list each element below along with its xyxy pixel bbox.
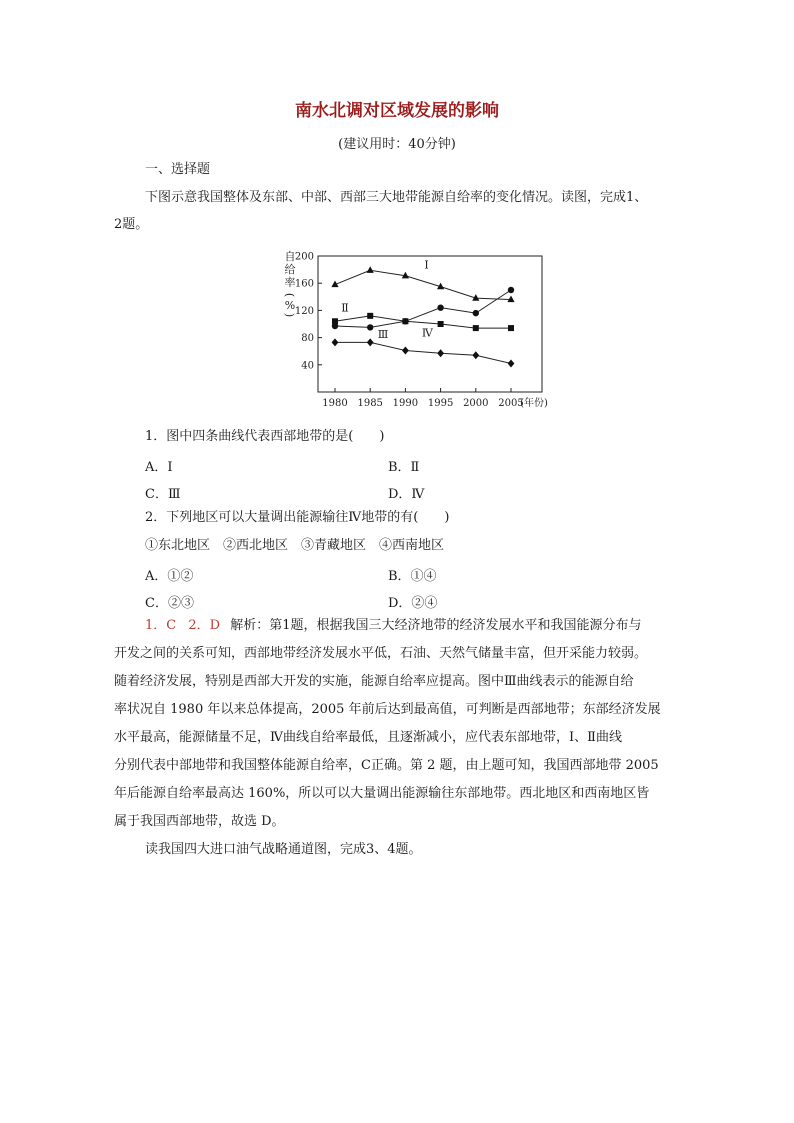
y-tick-label: 160 xyxy=(294,278,314,290)
explanation-text: 解析：第1题，根据我国三大经济地带的经济发展水平和我国能源分布与 xyxy=(230,618,642,633)
question-2-stem: 2．下列地区可以大量调出能源输往Ⅳ地带的有( ) xyxy=(145,510,450,525)
series-triangle xyxy=(331,259,514,303)
explanation-line: 率状况自 1980 年以来总体提高，2005 年前后达到最高值，可判断是西部地带；东部经济发展 xyxy=(114,702,661,717)
x-axis-ticks xyxy=(322,388,548,409)
q1-option-c[interactable]: C．Ⅲ xyxy=(145,487,181,502)
data-point xyxy=(473,325,479,331)
intro-paragraph-line: 下图示意我国整体及东部、中部、西部三大地带能源自给率的变化情况。读图，完成1、 xyxy=(145,190,648,205)
series-label: Ⅰ xyxy=(424,258,429,272)
y-tick-label: 80 xyxy=(301,333,314,345)
data-point xyxy=(402,318,408,324)
explanation-line: 开发之间的关系可知，西部地带经济发展水平低，石油、天然气储量丰富，但开采能力较弱。 xyxy=(114,646,648,661)
data-point xyxy=(472,351,479,359)
y-axis-label-char: ( xyxy=(283,292,296,298)
data-point xyxy=(367,324,373,330)
data-point xyxy=(367,313,373,319)
y-axis-label-char: ) xyxy=(283,312,296,318)
chart-series xyxy=(331,259,514,368)
series-line xyxy=(335,270,511,299)
document-title: 南水北调对区域发展的影响 xyxy=(295,101,499,121)
series-line xyxy=(335,342,511,363)
y-axis-label-char: 率 xyxy=(284,276,296,289)
q2-option-a[interactable]: A．①② xyxy=(145,569,194,584)
question-1-stem: 1．图中四条曲线代表西部地带的是( ) xyxy=(145,429,385,444)
next-question-intro: 读我国四大进口油气战略通道图，完成3、4题。 xyxy=(145,842,422,857)
section-heading: 一、选择题 xyxy=(145,162,211,177)
data-point xyxy=(437,349,444,357)
data-point xyxy=(508,325,514,331)
x-tick-label: 2000 xyxy=(463,398,489,409)
data-point xyxy=(508,359,515,367)
data-point xyxy=(508,287,514,293)
q2-option-b[interactable]: B．①④ xyxy=(388,569,437,584)
intro-paragraph-line: 2题。 xyxy=(114,217,149,232)
data-point xyxy=(332,338,339,346)
y-tick-label: 40 xyxy=(301,360,314,372)
answer-key-2: 2．D xyxy=(188,618,221,633)
x-tick-label: 1995 xyxy=(427,398,454,409)
data-point xyxy=(402,347,409,355)
data-point xyxy=(437,304,443,310)
y-axis-label-char: 给 xyxy=(284,263,296,276)
x-tick-label: 1980 xyxy=(322,398,348,409)
explanation-line: 年后能源自给率最高达 160%，所以可以大量调出能源输往东部地带。西北地区和西南地区皆 xyxy=(114,786,650,801)
answer-line-1 xyxy=(145,618,641,634)
series-label: Ⅳ xyxy=(421,326,433,340)
x-tick-label: 1990 xyxy=(392,398,419,409)
x-axis-unit: (年份) xyxy=(520,398,548,409)
series-label: Ⅲ xyxy=(377,328,389,342)
q2-option-d[interactable]: D．②④ xyxy=(388,596,438,611)
data-point xyxy=(332,323,338,329)
data-point xyxy=(507,296,514,303)
data-point xyxy=(438,321,444,327)
series-diamond xyxy=(332,327,515,368)
q1-option-b[interactable]: B．Ⅱ xyxy=(388,460,420,475)
q2-option-c[interactable]: C．②③ xyxy=(145,596,194,611)
data-point xyxy=(473,310,479,316)
y-tick-label: 120 xyxy=(294,305,314,317)
explanation-line: 水平最高，能源储量不足，Ⅳ曲线自给率最低，且逐渐减小，应代表东部地带，Ⅰ、Ⅱ曲线 xyxy=(114,730,622,745)
data-point xyxy=(367,338,374,346)
y-axis-label-char: % xyxy=(284,299,296,312)
y-axis-label-char: 自 xyxy=(284,250,296,263)
q1-option-d[interactable]: D．Ⅳ xyxy=(388,487,425,502)
explanation-line: 分别代表中部地带和我国整体能源自给率，C正确。第 2 题，由上题可知，我国西部地带 2005 xyxy=(114,758,659,773)
explanation-line: 随着经济发展，特别是西部大开发的实施，能源自给率应提高。图中Ⅲ曲线表示的能源自给 xyxy=(114,674,634,689)
data-point xyxy=(367,266,374,273)
chart-canvas xyxy=(280,246,550,418)
plot-frame xyxy=(318,256,542,392)
question-2-items: ①东北地区 ②西北地区 ③青藏地区 ④西南地区 xyxy=(145,538,445,553)
answer-key-1: 1．C xyxy=(145,618,177,633)
series-line xyxy=(335,290,511,327)
x-tick-label: 2005 xyxy=(498,398,524,409)
energy-self-sufficiency-chart xyxy=(280,246,550,418)
y-tick-label: 200 xyxy=(294,251,314,263)
suggested-time: (建议用时：40分钟) xyxy=(338,137,456,152)
q1-option-a[interactable]: A．Ⅰ xyxy=(145,460,173,475)
series-label: Ⅱ xyxy=(341,301,349,315)
explanation-line: 属于我国西部地带，故选 D。 xyxy=(114,814,285,829)
x-tick-label: 1985 xyxy=(357,398,383,409)
